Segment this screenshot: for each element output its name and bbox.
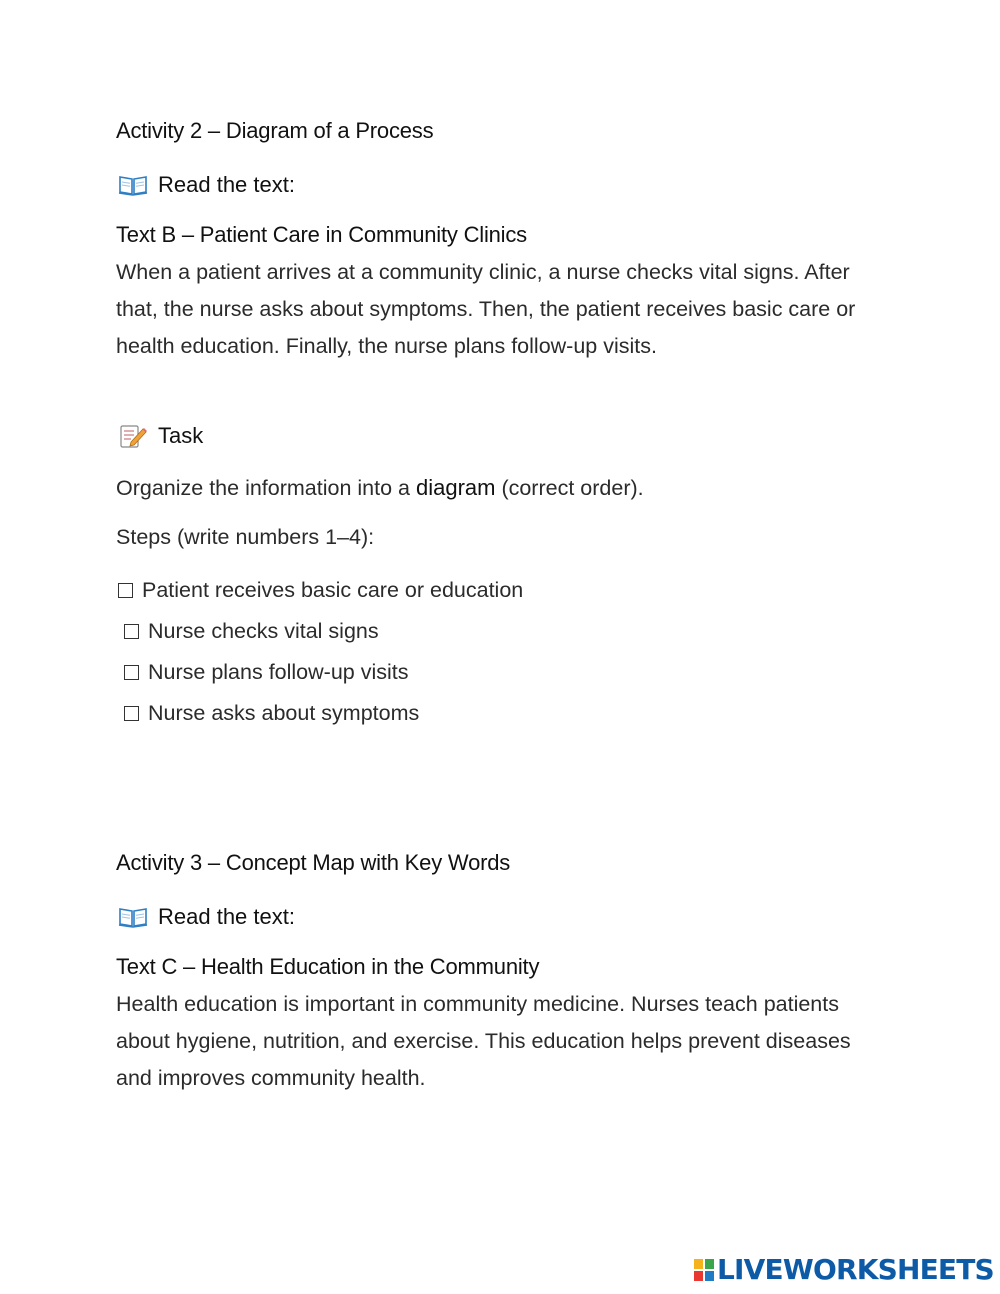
liveworksheets-mark-icon: [693, 1258, 715, 1282]
activity-2-title: Activity 2 – Diagram of a Process: [116, 118, 434, 143]
step-checkbox-item[interactable]: [124, 619, 379, 644]
open-book-icon: [118, 174, 148, 196]
step-checkbox-item[interactable]: [118, 578, 523, 603]
checkbox-icon[interactable]: [124, 665, 139, 680]
step-text: Nurse plans follow-up visits: [148, 660, 409, 684]
task-label: Task: [158, 423, 204, 448]
task-instruction: Organize the information into a diagram (correct order).: [116, 475, 644, 500]
open-book-icon: [118, 906, 148, 928]
activity-3-title: Activity 3 – Concept Map with Key Words: [116, 850, 511, 875]
checkbox-icon[interactable]: [124, 624, 139, 639]
task-line: [118, 423, 203, 449]
read-text-label: Read the text:: [158, 904, 295, 929]
text-b-body: When a patient arrives at a community clinic, a nurse checks vital signs. After that, the nurse asks about symptoms. Then, the patient receives basic care or health education. Finally, the nurse plans follow-up visits.: [116, 260, 856, 358]
text-b-title: Text B – Patient Care in Community Clinics: [116, 222, 527, 247]
activity-2-read-line: [118, 172, 295, 198]
checkbox-icon[interactable]: [118, 583, 133, 598]
logo-text: LIVEWORKSHEETS: [717, 1253, 994, 1286]
read-text-label: Read the text:: [158, 172, 295, 197]
step-checkbox-item[interactable]: [124, 701, 419, 726]
activity-3-read-line: [118, 904, 295, 930]
step-text: Patient receives basic care or education: [142, 578, 524, 602]
memo-pencil-icon: [118, 423, 148, 449]
steps-label: Steps (write numbers 1–4):: [116, 525, 375, 549]
step-checkbox-item[interactable]: [124, 660, 409, 685]
liveworksheets-logo[interactable]: [693, 1253, 994, 1286]
text-c-body: Health education is important in community medicine. Nurses teach patients about hygiene, nutrition, and exercise. This education helps prevent diseases and improves community health.: [116, 992, 851, 1090]
text-c-title: Text C – Health Education in the Community: [116, 954, 540, 979]
step-text: Nurse asks about symptoms: [148, 701, 420, 725]
checkbox-icon[interactable]: [124, 706, 139, 721]
instruction-bold-word: diagram: [415, 475, 496, 500]
step-text: Nurse checks vital signs: [148, 619, 379, 643]
